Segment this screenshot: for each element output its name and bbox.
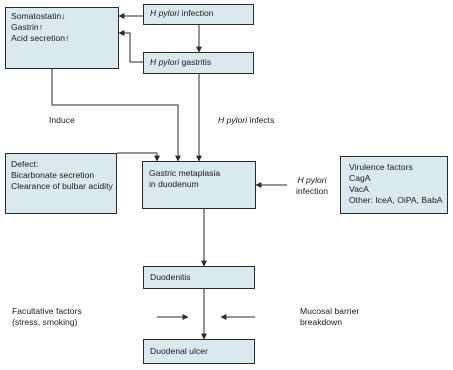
node-metaplasia-line-2: in duodenum	[149, 179, 199, 189]
node-virulence-line-1: Virulence factors	[349, 162, 413, 172]
node-hormones-line-1: Somatostatin↓	[11, 11, 66, 21]
node-h-pylori-gastritis	[143, 52, 254, 74]
node-virulence-line-3: VacA	[349, 184, 369, 194]
label-infection-side-italic: H pylori	[297, 175, 327, 185]
node-defect-line-1: Defect:	[11, 159, 39, 169]
node-duodenitis-label: Duodenitis	[150, 272, 191, 282]
label-mucosal-line-2: breakdown	[300, 317, 343, 327]
node-hormones	[5, 7, 119, 69]
label-infects-italic: H pylori	[218, 115, 248, 125]
arrow-gastritis-to-hormones	[119, 33, 143, 62]
node-gastritis-italic: H pylori	[150, 57, 180, 67]
node-infection-italic: H pylori	[150, 8, 180, 18]
node-hormones-line-2: Gastrin↑	[11, 22, 43, 32]
label-h-pylori-infects	[218, 115, 274, 126]
node-duodenal-ulcer	[143, 339, 255, 364]
node-virulence-factors	[340, 156, 448, 214]
node-virulence-line-4: Other: IceA, OiPA, BabA	[349, 195, 443, 205]
label-infection-side-rest: infection	[296, 186, 329, 196]
label-facultative-factors	[12, 306, 82, 328]
node-h-pylori-infection	[143, 4, 254, 25]
label-facultative-line-2: (stress, smoking)	[12, 317, 78, 327]
node-gastritis-rest: gastritis	[179, 57, 212, 67]
node-gastric-metaplasia	[142, 161, 256, 209]
node-defect-line-3: Clearance of bulbar acidity	[11, 181, 113, 191]
node-virulence-line-2: CagA	[349, 173, 371, 183]
label-infects-rest: infects	[247, 115, 275, 125]
label-mucosal-line-1: Mucosal barrier	[300, 306, 360, 316]
node-ulcer-label: Duodenal ulcer	[150, 346, 208, 356]
label-facultative-line-1: Facultative factors	[12, 306, 82, 316]
node-hormones-line-3: Acid secretion↑	[11, 33, 70, 43]
node-defect	[5, 153, 117, 214]
node-defect-line-2: Bicarbonate secretion	[11, 170, 95, 180]
node-metaplasia-line-1: Gastric metaplasia	[149, 168, 221, 178]
node-duodenitis	[143, 266, 255, 289]
label-induce: Induce	[49, 115, 75, 125]
node-infection-rest: infection	[179, 8, 214, 18]
label-mucosal-barrier	[300, 306, 359, 328]
arrow-defect-to-metaplasia	[117, 153, 157, 161]
label-h-pylori-infection-side	[296, 175, 328, 197]
